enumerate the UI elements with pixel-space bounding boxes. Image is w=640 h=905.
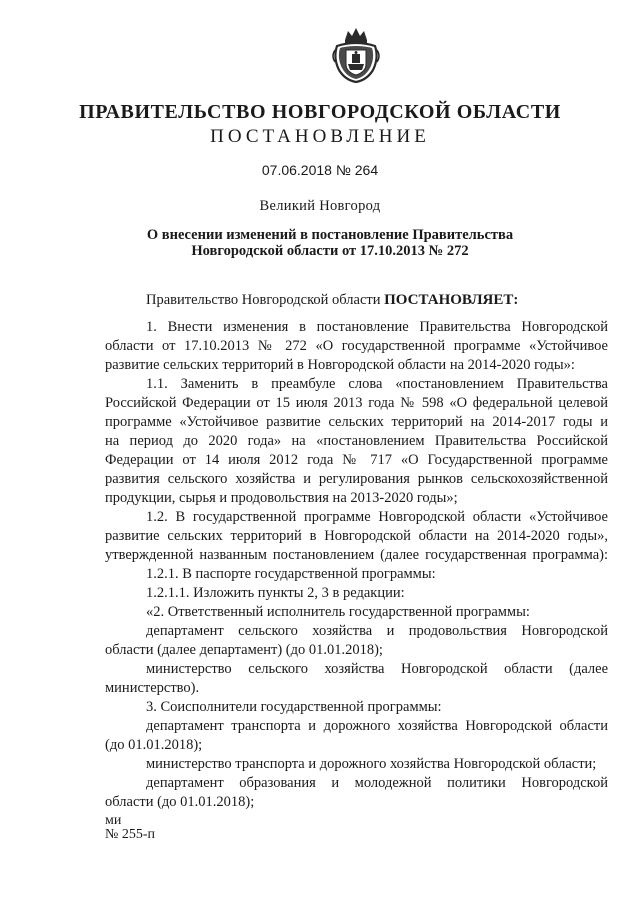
body-line: министерство транспорта и дорожного хозяйства Новгородской области; <box>146 756 597 772</box>
body-line: 3. Соисполнители государственной программы: <box>146 699 442 715</box>
body-line: развития сельского хозяйства и регулирования рынков сельскохозяйственной <box>105 471 608 487</box>
body-line: области от 17.10.2013 № 272 «О государственной программе «Устойчивое <box>105 338 608 354</box>
body-line: «2. Ответственный исполнитель государственной программы: <box>146 604 530 620</box>
document-subject <box>0 227 640 259</box>
intro-prefix: Правительство Новгородской области <box>146 292 381 308</box>
subject-line-1: О внесении изменений в постановление Правительства <box>146 227 514 243</box>
subject-line-2: Новгородской области от 17.10.2013 № 272 <box>191 243 469 259</box>
body-line: области (далее департамент) (до 01.01.2018); <box>105 642 383 658</box>
body-line: 1.2.1.1. Изложить пункты 2, 3 в редакции: <box>146 585 405 601</box>
body-line: (до 01.01.2018); <box>105 737 203 753</box>
body-line: на период до 2020 года» на «постановлением Правительства Российской <box>105 433 608 449</box>
body-line: 1. Внести изменения в постановление Правительства Новгородской <box>146 319 608 335</box>
body-line: 1.2. В государственной программе Новгородской области «Устойчивое <box>146 509 608 525</box>
body-line: 1.1. Заменить в преамбуле слова «постановлением Правительства <box>146 376 608 392</box>
body-line: продукции, сырья и продовольствия на 2013-2020 годы»; <box>105 490 458 506</box>
organization-title: ПРАВИТЕЛЬСТВО НОВГОРОДСКОЙ ОБЛАСТИ <box>79 101 561 123</box>
footer-reference <box>105 814 155 842</box>
body-line: Российской Федерации от 15 июля 2013 года № 598 «О федеральной целевой <box>105 395 608 411</box>
body-line: утвержденной названным постановлением (далее государственная программа): <box>105 547 608 563</box>
footer-initials: ми <box>105 813 122 828</box>
body-line: министерство сельского хозяйства Новгородской области (далее <box>146 661 608 677</box>
novgorod-coat-of-arms-icon <box>331 26 381 84</box>
intro-paragraph <box>146 292 518 309</box>
document-type: ПОСТАНОВЛЕНИЕ <box>210 126 430 147</box>
document-date-number: 07.06.2018 № 264 <box>261 162 379 178</box>
body-line: развитие сельских территорий в Новгородской области на 2014-2020 годы», <box>105 528 608 544</box>
body-line: 1.2.1. В паспорте государственной программы: <box>146 566 436 582</box>
document-place: Великий Новгород <box>259 198 381 214</box>
body-line: департамент образования и молодежной политики Новгородской <box>146 775 608 791</box>
intro-decree-word: ПОСТАНОВЛЯЕТ: <box>384 292 519 308</box>
body-line: области (до 01.01.2018); <box>105 794 255 810</box>
body-line: программе «Устойчивое развитие сельских территорий на 2014-2017 годы и <box>105 414 608 430</box>
body-line: департамент транспорта и дорожного хозяйства Новгородской области <box>146 718 608 734</box>
footer-ref-number: № 255-п <box>105 827 156 842</box>
body-line: министерство). <box>105 680 200 696</box>
body-line: Федерации от 14 июля 2012 года № 717 «О Государственной программе <box>105 452 608 468</box>
body-line: департамент сельского хозяйства и продовольствия Новгородской <box>146 623 608 639</box>
body-line: развитие сельских территорий в Новгородской области на 2014-2020 годы»: <box>105 357 575 373</box>
